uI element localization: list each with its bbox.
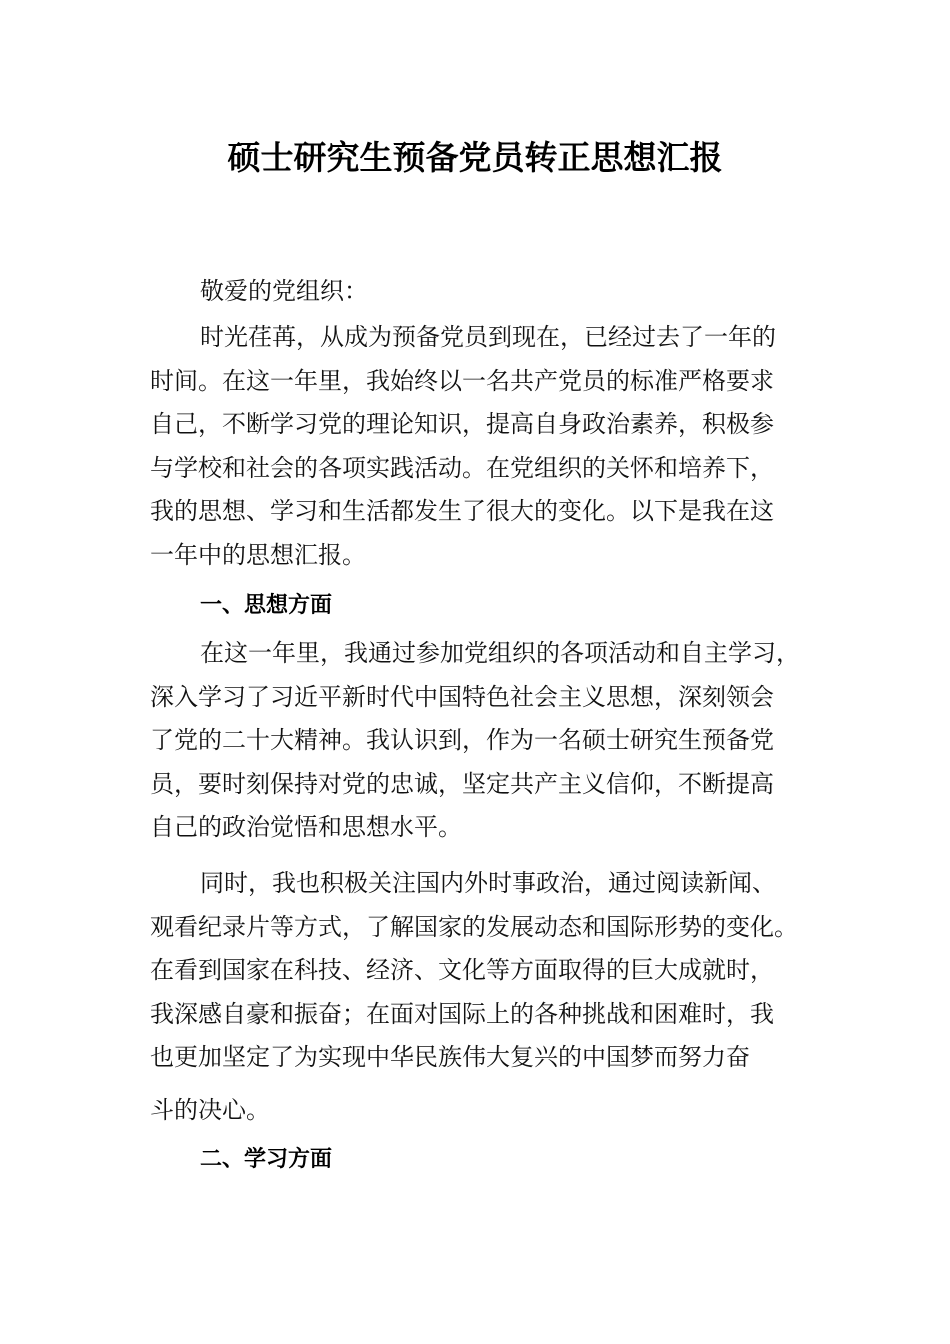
paragraph-line: 在这一年里，我通过参加党组织的各项活动和自主学习，: [200, 639, 800, 667]
document-title: 硕士研究生预备党员转正思想汇报: [227, 138, 723, 177]
paragraph-line: 深入学习了习近平新时代中国特色社会主义思想，深刻领会: [150, 682, 774, 711]
paragraph-line: 在看到国家在科技、经济、文化等方面取得的巨大成就时，: [150, 956, 774, 984]
intro-paragraph: [150, 316, 830, 577]
paragraph-line: 观看纪录片等方式，了解国家的发展动态和国际形势的变化。: [150, 912, 798, 941]
paragraph-line: 一年中的思想汇报。: [150, 540, 366, 569]
paragraph-line: 与学校和社会的各项实践活动。在党组织的关怀和培养下，: [150, 453, 774, 482]
section-one-paragraph-two: [150, 862, 830, 1080]
salutation: 敬爱的党组织：: [200, 277, 368, 305]
section-one-heading-block: [150, 584, 830, 628]
section-heading: 二、学习方面: [200, 1147, 333, 1172]
paragraph-line: 斗的决心。: [150, 1096, 270, 1124]
salutation-block: [150, 270, 830, 314]
paragraph-line: 自己的政治觉悟和思想水平。: [150, 813, 462, 841]
section-heading: 一、思想方面: [200, 593, 333, 618]
paragraph-line: 自己，不断学习党的理论知识，提高自身政治素养，积极参: [150, 410, 774, 438]
paragraph-line: 也更加坚定了为实现中华民族伟大复兴的中国梦而努力奋: [150, 1043, 750, 1071]
section-one-paragraph-two-tail: [150, 1089, 830, 1133]
paragraph-line: 时间。在这一年里，我始终以一名共产党员的标准严格要求: [150, 366, 774, 395]
section-two-heading-block: [150, 1138, 830, 1182]
paragraph-line: 我深感自豪和振奋；在面对国际上的各种挑战和困难时，我: [150, 999, 774, 1028]
paragraph-line: 时光荏苒，从成为预备党员到现在，已经过去了一年的: [200, 323, 776, 351]
paragraph-line: 员，要时刻保持对党的忠诚，坚定共产主义信仰，不断提高: [150, 769, 774, 798]
paragraph-line: 同时，我也积极关注国内外时事政治，通过阅读新闻、: [200, 869, 776, 897]
section-one-paragraph-one: [150, 632, 830, 850]
paragraph-line: 了党的二十大精神。我认识到，作为一名硕士研究生预备党: [150, 726, 774, 754]
paragraph-line: 我的思想、学习和生活都发生了很大的变化。以下是我在这: [150, 497, 774, 525]
